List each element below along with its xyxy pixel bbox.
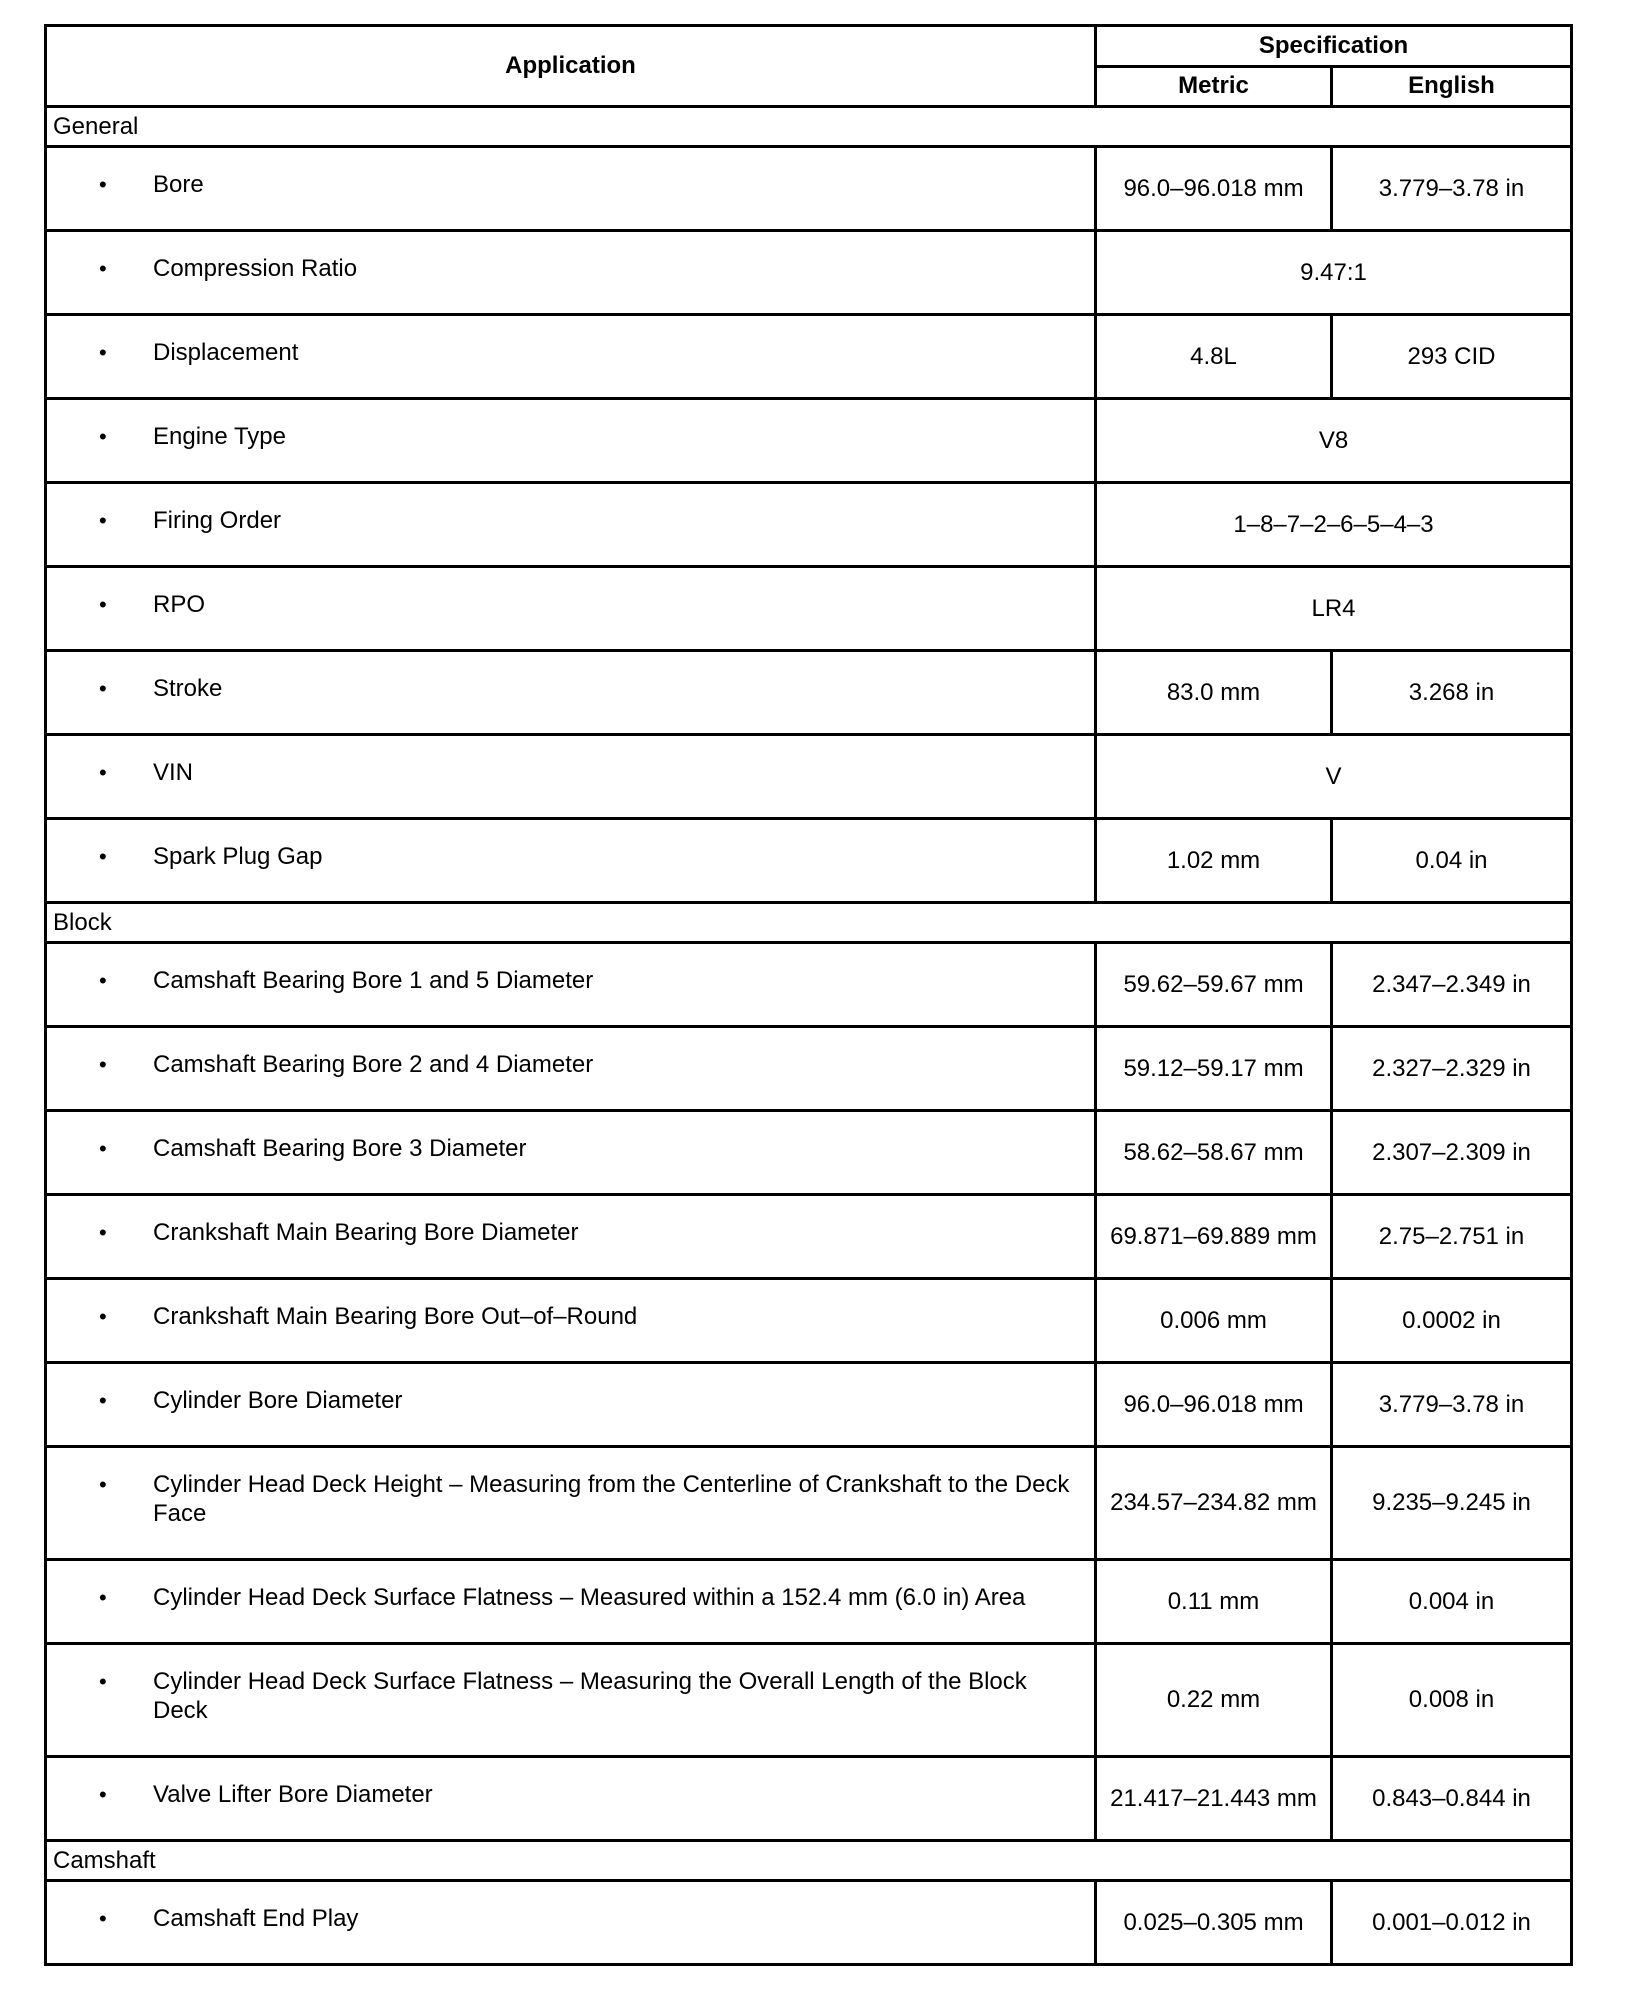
application-content (47, 1561, 1094, 1632)
metric-value: 96.0–96.018 mm (1096, 1363, 1332, 1447)
application-cell (46, 1195, 1096, 1279)
application-cell (46, 567, 1096, 651)
application-content (47, 232, 1094, 303)
application-cell (46, 1757, 1096, 1841)
bullet-icon: • (99, 172, 107, 197)
english-value: 0.008 in (1332, 1644, 1572, 1757)
application-content (47, 1758, 1094, 1829)
bullet-icon: • (99, 508, 107, 533)
english-value: 9.235–9.245 in (1332, 1447, 1572, 1560)
section-title: Camshaft (46, 1841, 1572, 1881)
table-row (46, 483, 1572, 567)
engine-specifications-table (44, 24, 1573, 1966)
metric-value: 0.006 mm (1096, 1279, 1332, 1363)
application-label: Firing Order (153, 507, 282, 534)
combined-spec-value: V (1096, 735, 1572, 819)
application-label: Cylinder Head Deck Surface Flatness – Measuring the Overall Length of the Block Deck (153, 1668, 1027, 1724)
english-value: 0.843–0.844 in (1332, 1757, 1572, 1841)
table-row (46, 1111, 1572, 1195)
bullet-icon: • (99, 1052, 107, 1077)
bullet-icon: • (99, 1304, 107, 1329)
application-content (47, 1364, 1094, 1435)
table-row (46, 1363, 1572, 1447)
spec-table-body (46, 107, 1572, 1965)
table-row (46, 651, 1572, 735)
application-label: Cylinder Head Deck Surface Flatness – Measured within a 152.4 mm (6.0 in) Area (153, 1584, 1026, 1611)
application-cell (46, 483, 1096, 567)
table-row (46, 1560, 1572, 1644)
metric-header: Metric (1096, 66, 1332, 107)
english-value: 0.04 in (1332, 819, 1572, 903)
bullet-icon: • (99, 1388, 107, 1413)
metric-value: 69.871–69.889 mm (1096, 1195, 1332, 1279)
application-cell (46, 651, 1096, 735)
table-row (46, 315, 1572, 399)
table-row (46, 399, 1572, 483)
section-row (46, 107, 1572, 147)
section-title: General (46, 107, 1572, 147)
metric-value: 1.02 mm (1096, 819, 1332, 903)
application-content (47, 1196, 1094, 1267)
application-cell (46, 1560, 1096, 1644)
metric-value: 83.0 mm (1096, 651, 1332, 735)
bullet-icon: • (99, 1669, 107, 1694)
application-label: Stroke (153, 675, 223, 702)
application-label: Camshaft End Play (153, 1905, 359, 1932)
table-row (46, 231, 1572, 315)
application-content (47, 1112, 1094, 1183)
bullet-icon: • (99, 1472, 107, 1497)
combined-spec-value: 1–8–7–2–6–5–4–3 (1096, 483, 1572, 567)
metric-value: 4.8L (1096, 315, 1332, 399)
application-content (47, 484, 1094, 555)
table-row (46, 735, 1572, 819)
application-label: Camshaft Bearing Bore 3 Diameter (153, 1135, 527, 1162)
application-content (47, 1028, 1094, 1099)
english-value: 0.001–0.012 in (1332, 1881, 1572, 1965)
table-row (46, 1027, 1572, 1111)
application-cell (46, 399, 1096, 483)
bullet-icon: • (99, 1585, 107, 1610)
application-label: Camshaft Bearing Bore 1 and 5 Diameter (153, 967, 594, 994)
application-content (47, 1645, 1094, 1745)
application-label: Valve Lifter Bore Diameter (153, 1781, 433, 1808)
bullet-icon: • (99, 1220, 107, 1245)
application-cell (46, 735, 1096, 819)
bullet-icon: • (99, 968, 107, 993)
table-row (46, 943, 1572, 1027)
metric-value: 234.57–234.82 mm (1096, 1447, 1332, 1560)
english-header: English (1332, 66, 1572, 107)
table-row (46, 1644, 1572, 1757)
bullet-icon: • (99, 1906, 107, 1931)
metric-value: 59.12–59.17 mm (1096, 1027, 1332, 1111)
application-cell (46, 943, 1096, 1027)
metric-value: 96.0–96.018 mm (1096, 147, 1332, 231)
table-row (46, 147, 1572, 231)
english-value: 3.779–3.78 in (1332, 1363, 1572, 1447)
english-value: 3.268 in (1332, 651, 1572, 735)
application-content (47, 400, 1094, 471)
application-cell (46, 819, 1096, 903)
english-value: 3.779–3.78 in (1332, 147, 1572, 231)
application-content (47, 944, 1094, 1015)
application-content (47, 820, 1094, 891)
application-label: Bore (153, 171, 204, 198)
application-cell (46, 1447, 1096, 1560)
bullet-icon: • (99, 760, 107, 785)
metric-value: 0.11 mm (1096, 1560, 1332, 1644)
application-label: Engine Type (153, 423, 286, 450)
bullet-icon: • (99, 424, 107, 449)
application-content (47, 1448, 1094, 1548)
table-row (46, 1279, 1572, 1363)
application-cell (46, 1027, 1096, 1111)
bullet-icon: • (99, 676, 107, 701)
section-row (46, 903, 1572, 943)
table-row (46, 567, 1572, 651)
application-label: Crankshaft Main Bearing Bore Out–of–Round (153, 1303, 638, 1330)
table-row (46, 1447, 1572, 1560)
english-value: 0.0002 in (1332, 1279, 1572, 1363)
bullet-icon: • (99, 340, 107, 365)
application-header: Application (46, 26, 1096, 107)
application-label: Displacement (153, 339, 299, 366)
english-value: 0.004 in (1332, 1560, 1572, 1644)
application-label: Camshaft Bearing Bore 2 and 4 Diameter (153, 1051, 594, 1078)
application-label: Cylinder Bore Diameter (153, 1387, 403, 1414)
english-value: 2.347–2.349 in (1332, 943, 1572, 1027)
application-content (47, 652, 1094, 723)
application-label: Cylinder Head Deck Height – Measuring from the Centerline of Crankshaft to the Deck Face (153, 1471, 1070, 1527)
application-cell (46, 1881, 1096, 1965)
combined-spec-value: 9.47:1 (1096, 231, 1572, 315)
application-label: VIN (153, 759, 194, 786)
application-label: RPO (153, 591, 206, 618)
application-label: Spark Plug Gap (153, 843, 323, 870)
english-value: 293 CID (1332, 315, 1572, 399)
table-row (46, 1195, 1572, 1279)
table-row (46, 1757, 1572, 1841)
application-label: Crankshaft Main Bearing Bore Diameter (153, 1219, 579, 1246)
combined-spec-value: V8 (1096, 399, 1572, 483)
application-cell (46, 1279, 1096, 1363)
application-content (47, 1882, 1094, 1953)
application-cell (46, 231, 1096, 315)
combined-spec-value: LR4 (1096, 567, 1572, 651)
application-content (47, 316, 1094, 387)
metric-value: 21.417–21.443 mm (1096, 1757, 1332, 1841)
application-content (47, 736, 1094, 807)
application-cell (46, 315, 1096, 399)
application-label: Compression Ratio (153, 255, 358, 282)
section-title: Block (46, 903, 1572, 943)
english-value: 2.307–2.309 in (1332, 1111, 1572, 1195)
table-row (46, 819, 1572, 903)
metric-value: 59.62–59.67 mm (1096, 943, 1332, 1027)
bullet-icon: • (99, 1782, 107, 1807)
metric-value: 0.22 mm (1096, 1644, 1332, 1757)
bullet-icon: • (99, 844, 107, 869)
application-cell (46, 147, 1096, 231)
application-cell (46, 1111, 1096, 1195)
application-content (47, 1280, 1094, 1351)
bullet-icon: • (99, 592, 107, 617)
table-row (46, 1881, 1572, 1965)
english-value: 2.327–2.329 in (1332, 1027, 1572, 1111)
bullet-icon: • (99, 1136, 107, 1161)
application-cell (46, 1644, 1096, 1757)
specification-header: Specification (1096, 26, 1572, 67)
application-content (47, 568, 1094, 639)
application-cell (46, 1363, 1096, 1447)
metric-value: 0.025–0.305 mm (1096, 1881, 1332, 1965)
application-content (47, 148, 1094, 219)
english-value: 2.75–2.751 in (1332, 1195, 1572, 1279)
metric-value: 58.62–58.67 mm (1096, 1111, 1332, 1195)
section-row (46, 1841, 1572, 1881)
bullet-icon: • (99, 256, 107, 281)
